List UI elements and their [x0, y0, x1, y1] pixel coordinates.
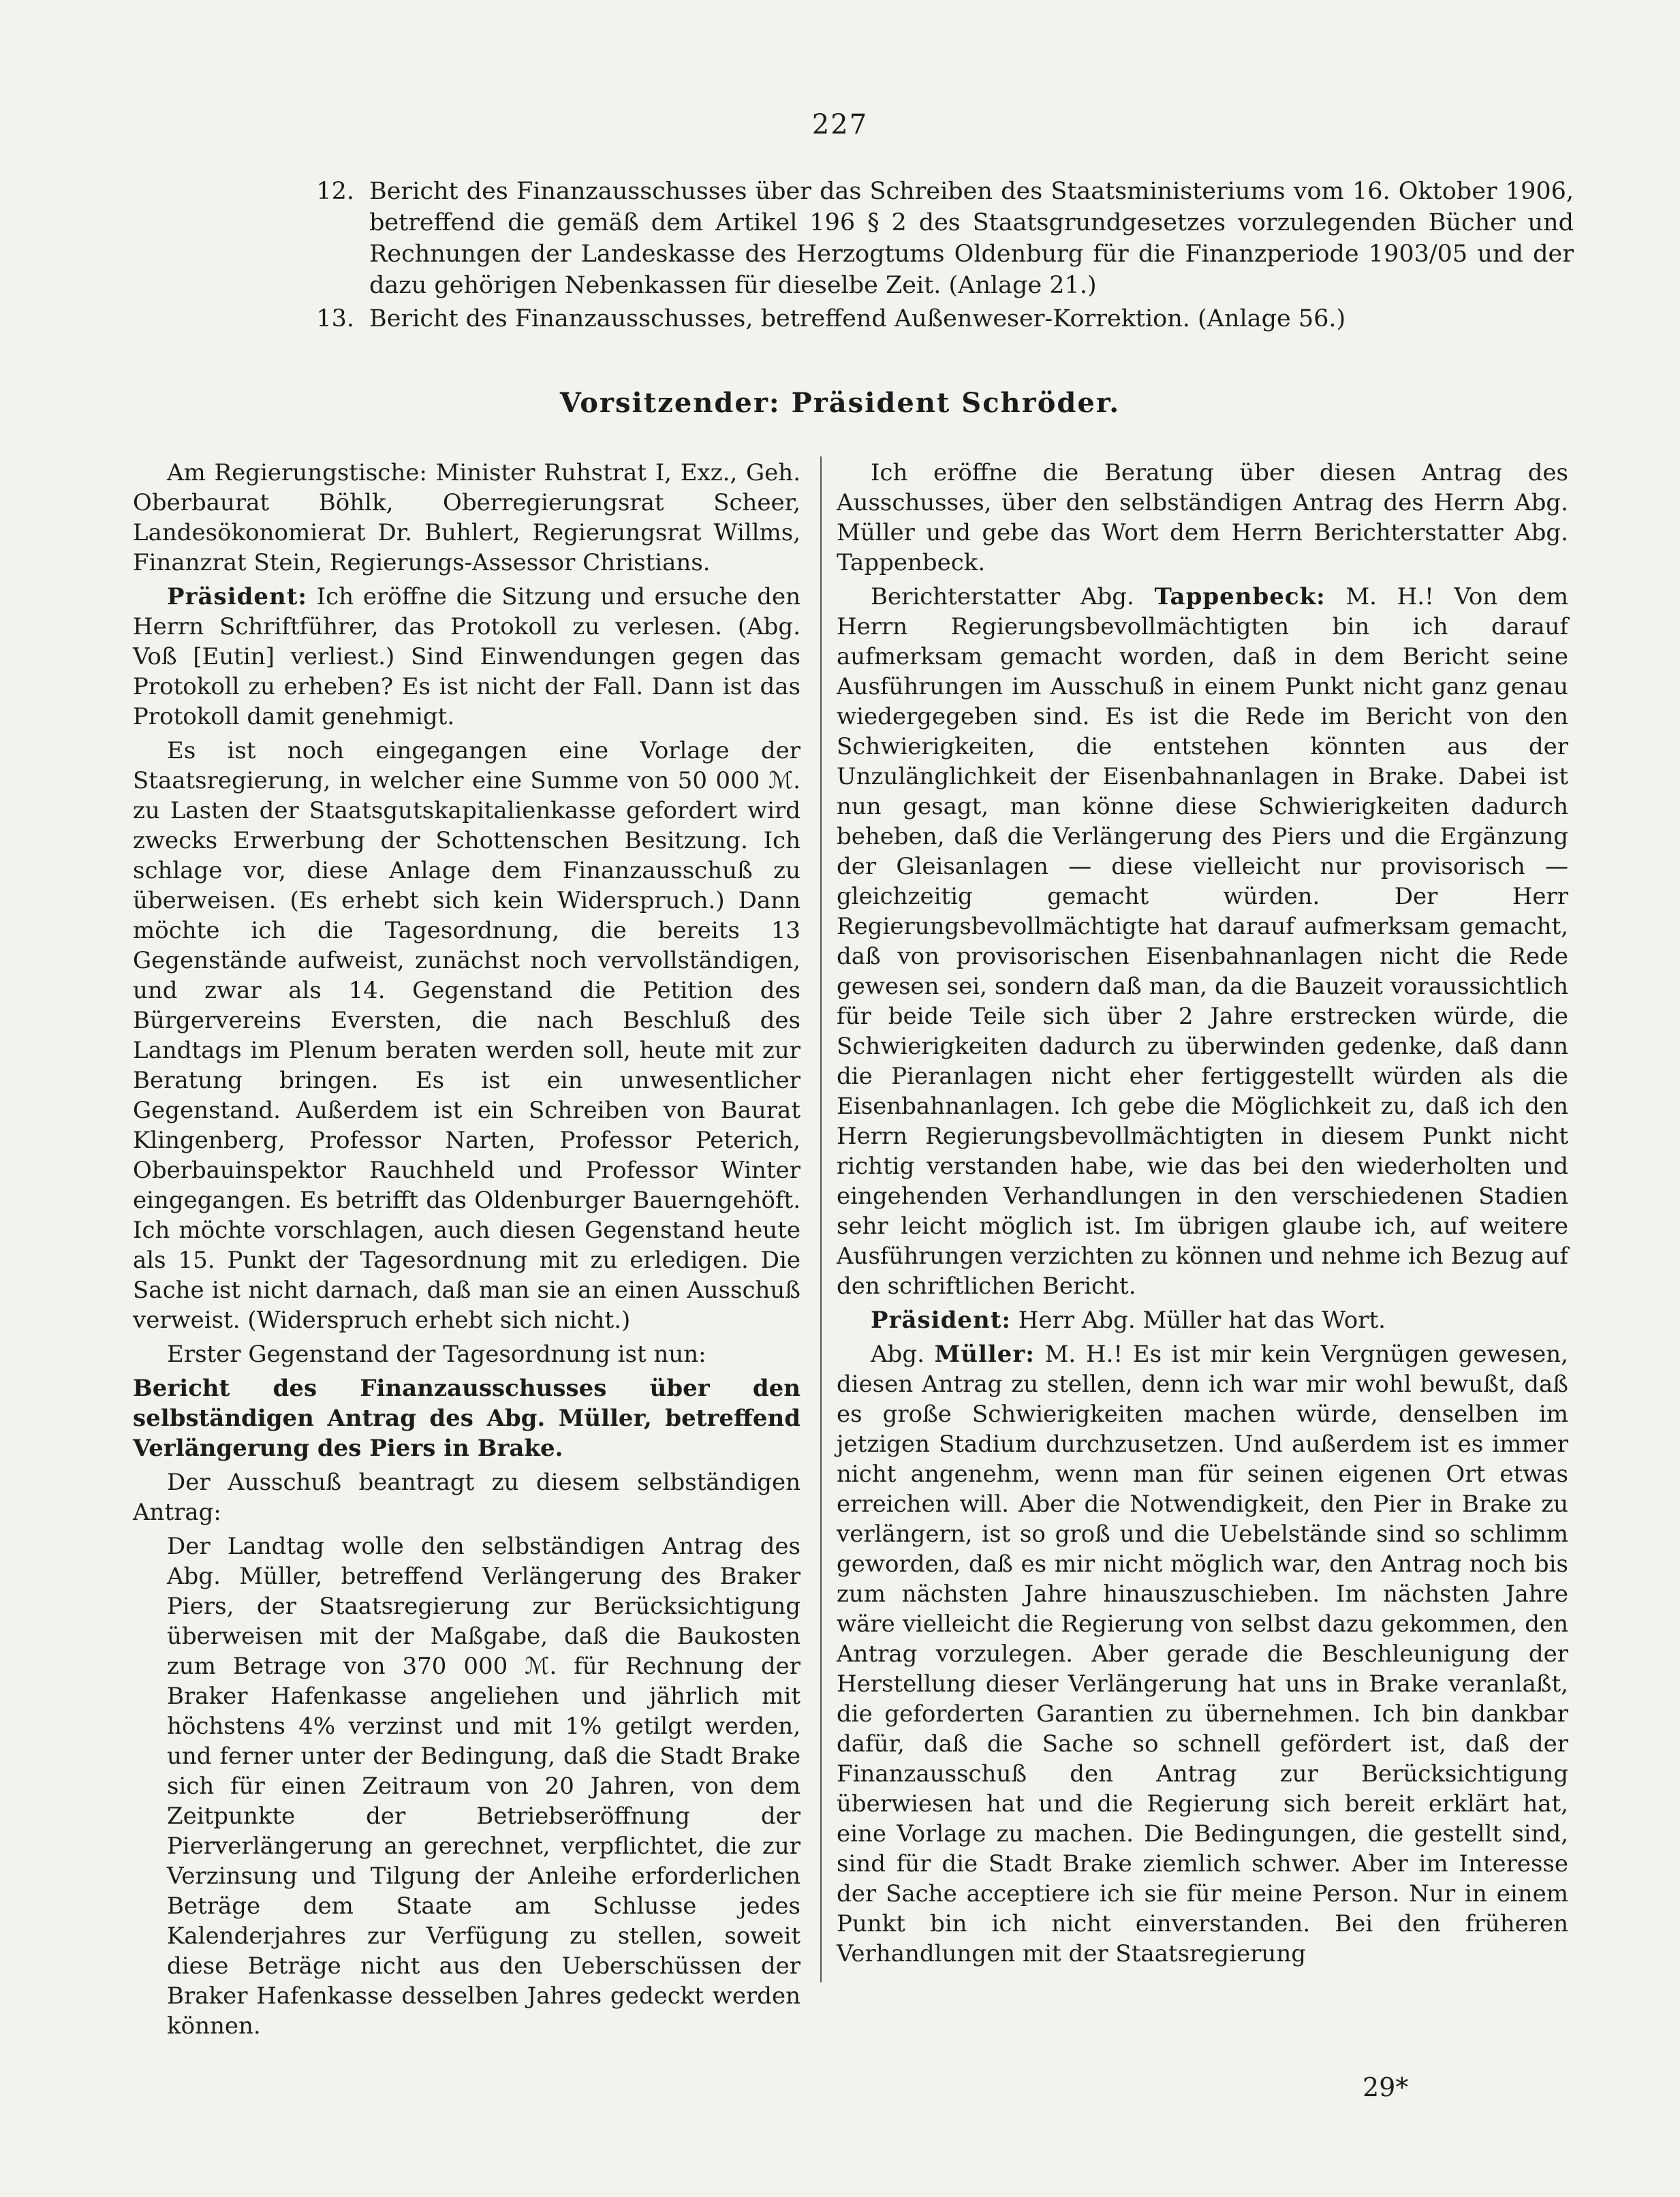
speech-prefix: Abg. — [871, 1341, 935, 1368]
agenda-item-number: 13. — [316, 305, 354, 332]
committee-resolution-text: Der Landtag wolle den selbständigen Antrag des Abg. Müller, betreffend Verlängerung des Braker Piers, der Staatsregierung zur Berücksichtigung überweisen mit der Maßgabe, daß die Baukosten zum Betrage von 370 000 ℳ. für Rechnung der Braker Hafenkasse angeliehen und jährlich mit höchstens 4% verzinst und mit 1% getilgt werden, und ferner unter der Bedingung, daß die Stadt Brake sich für einen Zeitraum von 20 Jahren, von dem Zeitpunkte der Betriebseröffnung der Pierverlängerung an gerechnet, verpflichtet, die zur Verzinsung und Tilgung der Anleihe erforderlichen Beträge dem Staate am Schlusse jedes Kalenderjahres zur Verfügung zu stellen, soweit diese Beträge nicht aus den Ueberschüssen der Braker Hafenkasse desselben Jahres gedeckt werden können. — [167, 1533, 800, 2040]
president-announcement-paragraph: Es ist noch eingegangen eine Vorlage der Staatsregierung, in welcher eine Summe von 50 000 ℳ. zu Lasten der Staatsgutskapitalienkasse gefordert wird zwecks Erwerbung der Schottenschen Besitzung. Ich schlage vor, diese Anlage dem Finanzausschuß zu überweisen. (Es erhebt sich kein Widerspruch.) Dann möchte ich die Tagesordnung, die bereits 13 Gegenstände aufweist, zunächst noch vervollständigen, und zwar als 14. Gegenstand die Petition des Bürgervereins Eversten, die nach Beschluß des Landtags im Plenum beraten werden soll, heute mit zur Beratung bringen. Es ist ein unwesentlicher Gegenstand. Außerdem ist ein Schreiben von Baurat Klingenberg, Professor Narten, Professor Peterich, Oberbauinspektor Rauchheld und Professor Winter eingegangen. Es betrifft das Oldenburger Bauerngehöft. Ich möchte vorschlagen, auch diesen Gegenstand heute als 15. Punkt der Tagesordnung mit zu erledigen. Die Sache ist nicht darnach, daß man sie an einen Ausschuß verweist. (Widerspruch erhebt sich nicht.) — [133, 737, 800, 1334]
government-bench-paragraph: Am Regierungstische: Minister Ruhstrat I, Exz., Geh. Oberbaurat Böhlk, Oberregierungsrat Scheer, Landesökonomierat Dr. Buhlert, Regierungsrat Willms, Finanzrat Stein, Regierungs-Assessor Christians. — [133, 459, 800, 576]
deliberation-opening-paragraph: Ich eröffne die Beratung über diesen Antrag des Ausschusses, über den selbständigen Antrag des Herrn Abg. Müller und gebe das Wort dem Herrn Berichterstatter Abg. Tappenbeck. — [837, 459, 1568, 576]
president-opening-paragraph — [133, 582, 800, 732]
agenda-list — [293, 176, 1574, 337]
agenda-item — [293, 303, 1574, 334]
speech-text: M. H.! Von dem Herrn Regierungsbevollmächtigten bin ich darauf aufmerksam gemacht worden, daß in dem Bericht seine Ausführungen im Ausschuß in einem Punkt nicht ganz genau wiedergegeben sind. Es ist die Rede im Bericht von den Schwierigkeiten, die entstehen könnten aus der Unzulänglichkeit der Eisenbahnanlagen in Brake. Dabei ist nun gesagt, man könne diese Schwierigkeiten dadurch beheben, daß die Verlängerung des Piers und die Ergänzung der Gleisanlagen — diese vielleicht nur provisorisch — gleichzeitig gemacht würden. Der Herr Regierungsbevollmächtigte hat darauf aufmerksam gemacht, daß von provisorischen Eisenbahnanlagen nicht die Rede gewesen sei, sondern daß man, da die Bauzeit voraussichtlich für beide Teile sich über 2 Jahre erstrecken würde, die Schwierigkeiten dadurch zu überwinden gedenke, daß dann die Pieranlagen nicht eher fertiggestellt würden als die Eisenbahnanlagen. Ich gebe die Möglichkeit zu, daß ich den Herrn Regierungsbevollmächtigten in diesem Punkt nicht richtig verstanden habe, wie das bei den wiederholten und eingehenden Verhandlungen in den verschiedenen Stadien sehr leicht möglich ist. Im übrigen glaube ich, auf weitere Ausführungen verzichten zu können und nehme ich Bezug auf den schriftlichen Bericht. — [837, 583, 1568, 1300]
page-number: 227 — [811, 109, 869, 140]
committee-motion-intro: Der Ausschuß beantragt zu diesem selbständigen Antrag: — [133, 1469, 800, 1526]
agenda-item-number: 12. — [316, 178, 354, 205]
agenda-item-text: Bericht des Finanzausschusses, betreffend Außenweser-Korrektion. (Anlage 56.) — [369, 305, 1346, 332]
rapporteur-speech — [837, 582, 1568, 1301]
speaker-name: Müller: — [934, 1341, 1035, 1368]
mueller-speech — [837, 1339, 1568, 1969]
chair-heading: Vorsitzender: Präsident Schröder. — [559, 387, 1121, 419]
speech-prefix: Berichterstatter Abg. — [871, 583, 1155, 610]
agenda-item — [293, 176, 1574, 301]
speech-text: Herr Abg. Müller hat das Wort. — [1010, 1307, 1386, 1334]
speaker-name: Präsident: — [167, 583, 307, 610]
president-floor-paragraph — [837, 1305, 1568, 1335]
signature-mark: 29* — [1363, 2072, 1409, 2102]
first-item-intro: Erster Gegenstand der Tagesordnung ist nun: — [167, 1341, 706, 1368]
speaker-name: Tappenbeck: — [1154, 583, 1326, 610]
left-column — [133, 458, 800, 2045]
agenda-subject-heading: Bericht des Finanzausschusses über den selbständigen Antrag des Abg. Müller, betreffend Verlängerung des Piers in Brake. — [133, 1375, 800, 1462]
speaker-name: Präsident: — [871, 1307, 1011, 1334]
column-divider — [820, 456, 822, 1982]
right-column — [837, 458, 1568, 1973]
agenda-item-text: Bericht des Finanzausschusses über das Schreiben des Staatsministeriums vom 16. Oktober 1906, betreffend die gemäß dem Artikel 196 § 2 des Staatsgrundgesetzes vorzulegenden Bücher und Rechnungen der Landeskasse des Herzogtums Oldenburg für die Finanzperiode 1903/05 und der dazu gehörigen Nebenkassen für dieselbe Zeit. (Anlage 21.) — [369, 178, 1574, 299]
speech-text: M. H.! Es ist mir kein Vergnügen gewesen, diesen Antrag zu stellen, denn ich war mir wohl bewußt, daß es große Schwierigkeiten machen würde, denselben im jetzigen Stadium durchzusetzen. Und außerdem ist es immer nicht angenehm, wenn man für seinen eigenen Ort etwas erreichen will. Aber die Notwendigkeit, den Pier in Brake zu verlängern, ist so groß und die Uebelstände sind so schlimm geworden, daß es mir nicht möglich war, den Antrag noch bis zum nächsten Jahre hinauszuschieben. Im nächsten Jahre wäre vielleicht die Regierung von selbst dazu gekommen, den Antrag vorzulegen. Aber gerade die Beschleunigung der Herstellung dieser Verlängerung hat uns in Brake veranlaßt, die geforderten Garantien zu übernehmen. Ich bin dankbar dafür, daß die Sache so schnell gefördert ist, daß der Finanzausschuß den Antrag zur Berücksichtigung überwiesen hat und die Regierung sich bereit erklärt hat, eine Vorlage zu machen. Die Bedingungen, die gestellt sind, sind für die Stadt Brake ziemlich schwer. Aber im Interesse der Sache acceptiere ich sie für meine Person. Nur in einem Punkt bin ich nicht einverstanden. Bei den früheren Verhandlungen mit der Staatsregierung — [837, 1341, 1568, 1967]
speech-text: Ich eröffne die Sitzung und ersuche den Herrn Schriftführer, das Protokoll zu verlesen. (Abg. Voß [Eutin] verliest.) Sind Einwendungen gegen das Protokoll zu erheben? Es ist nicht der Fall. Dann ist das Protokoll damit genehmigt. — [133, 583, 800, 730]
